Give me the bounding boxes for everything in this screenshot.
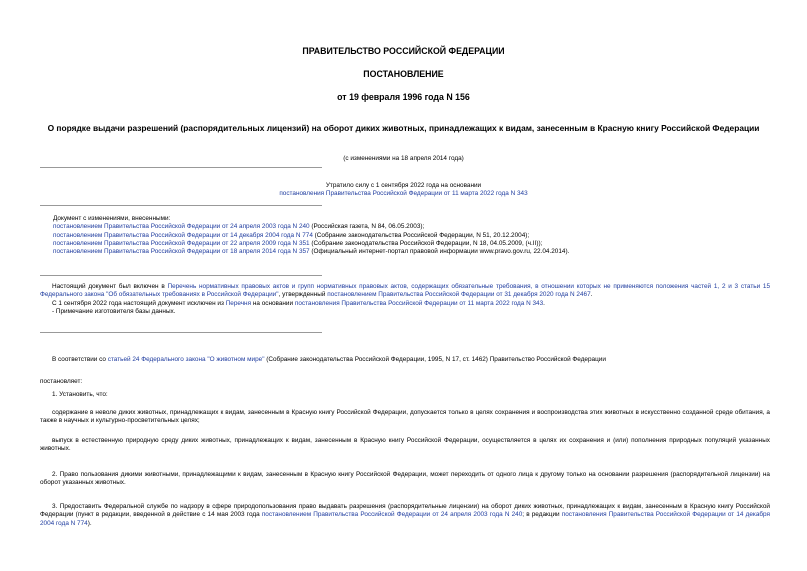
clause-3: 3. Предоставить Федеральной службе по надзору в сфере природопользования право выдавать разрешения (распорядительные лицензии) на оборот диких животных, принадлежащих к видам, занесенным в Красную книгу Российской Федерации (пункт в редакции, введенной в действие с 14 мая 2003 года постановлением Правительства Российской Федерации от 24 апреля 2003 года N 240; в редакции постановления Правительства Российской Федерации от 14 декабря 2004 года N 774). — [40, 503, 770, 527]
lost-force-link[interactable]: постановления Правительства Российской Федерации от 11 марта 2022 года N 343 — [279, 190, 528, 198]
lost-force-notice — [0, 182, 807, 199]
preamble-text: В соответствии со статьей 24 Федерального закона "О животном мире" (Собрание законодательства Российской Федерации, 1995, N 17, ст. 1462) Правительство Российской Федерации — [52, 356, 606, 363]
changes-list — [53, 215, 783, 257]
lost-force-text: Утратило силу с 1 сентября 2022 года на основании — [325, 182, 482, 189]
preamble — [40, 356, 770, 364]
list-item: постановлением Правительства Российской Федерации от 22 апреля 2009 года N 351 (Собрание законодательства Российской Федерации, N 18, 04.05.2009, (ч.II)); — [53, 239, 543, 247]
perechnya-link[interactable]: Перечня — [225, 299, 252, 307]
note-paragraph: Настоящий документ был включен в Перечень нормативных правовых актов и групп нормативных правовых актов, содержащих обязательные требования, в отношении которых не применяются положения частей 1, 2 и 3 статьи 15 Федерального закона "Об обязательных требованиях в Российской Федерации", утвержденный постановлением Правительства Российской Федерации от 31 декабря 2020 года N 2467. — [40, 283, 771, 299]
resolution-774-link[interactable]: постановления Правительства Российской Федерации от 14 декабря 2004 года N 774 — [40, 511, 770, 527]
divider — [40, 167, 322, 168]
perechen-link[interactable]: Перечень нормативных правовых актов и групп нормативных правовых актов, содержащих обязательные требования, в отношении которых не применяются положения частей 1, 2 и 3 статьи 15 Федерального закона "Об обязательных требованиях в Российской Федерации" — [40, 283, 771, 299]
resolution-2467-link[interactable]: постановлением Правительства Российской Федерации от 31 декабря 2020 года N 2467 — [327, 291, 591, 299]
change-link[interactable]: постановлением Правительства Российской Федерации от 18 апреля 2014 года N 357 — [53, 248, 310, 256]
divider — [40, 332, 322, 333]
government-heading: ПРАВИТЕЛЬСТВО РОССИЙСКОЙ ФЕДЕРАЦИИ — [302, 46, 505, 56]
list-item: постановлением Правительства Российской Федерации от 14 декабря 2004 года N 774 (Собрание законодательства Российской Федерации, N 51, 20.12.2004); — [53, 231, 530, 239]
changes-intro: Документ с изменениями, внесенными: — [53, 215, 171, 222]
amended-note: (с изменениями на 18 апреля 2014 года) — [343, 155, 464, 162]
law-article-link[interactable]: статьей 24 Федерального закона "О животном мире" — [107, 356, 265, 363]
clause-2: 2. Право пользования дикими животными, принадлежащими к видам, занесенным в Красную книгу Российской Федерации, может переходить от одного лица к другому только на основании разрешения (распорядительной лицензии) на оборот указанных животных. — [40, 471, 770, 487]
resolution-343-link[interactable]: постановления Правительства Российской Федерации от 11 марта 2022 года N 343 — [294, 299, 544, 307]
change-link[interactable]: постановлением Правительства Российской Федерации от 24 апреля 2003 года N 240 — [53, 223, 310, 231]
resolution-240-link[interactable]: постановлением Правительства Российской Федерации от 24 апреля 2003 года N 240 — [261, 511, 523, 519]
divider — [40, 275, 322, 276]
divider — [40, 205, 322, 206]
document-type: ПОСТАНОВЛЕНИЕ — [363, 69, 444, 79]
database-note — [40, 283, 770, 316]
document-title: О порядке выдачи разрешений (распорядительных лицензий) на оборот диких животных, принадлежащих к видам, занесенным в Красную книгу Российской Федерации — [47, 123, 760, 133]
change-link[interactable]: постановлением Правительства Российской Федерации от 14 декабря 2004 года N 774 — [53, 231, 313, 239]
list-item: постановлением Правительства Российской Федерации от 24 апреля 2003 года N 240 (Российская газета, N 84, 06.05.2003); — [53, 223, 425, 231]
change-link[interactable]: постановлением Правительства Российской Федерации от 22 апреля 2009 года N 351 — [53, 239, 310, 247]
clause-1: 1. Установить, что: — [52, 391, 108, 398]
note-paragraph: - Примечание изготовителя базы данных. — [52, 307, 176, 315]
document-date: от 19 февраля 1996 года N 156 — [337, 92, 470, 102]
clause-1a: содержание в неволе диких животных, принадлежащих к видам, занесенным в Красную книгу Российской Федерации, допускается только в целях сохранения и воспроизводства этих животных в искусственно созданной среде обитания, а также в научных и культурно-просветительных целях; — [40, 409, 770, 425]
decides: постановляет: — [40, 378, 83, 385]
list-item: постановлением Правительства Российской Федерации от 18 апреля 2014 года N 357 (Официальный интернет-портал правовой информации www.pravo.gov.ru, 22.04.2014). — [53, 248, 570, 256]
clause-1b: выпуск в естественную природную среду диких животных, принадлежащих к видам, занесенным в Красную книгу Российской Федерации, осуществляется в целях их сохранения и (или) пополнения природных популяций указанных животных. — [40, 437, 770, 453]
note-paragraph: С 1 сентября 2022 года настоящий документ исключен из Перечня на основании постановления Правительства Российской Федерации от 11 марта 2022 года N 343. — [52, 299, 545, 307]
